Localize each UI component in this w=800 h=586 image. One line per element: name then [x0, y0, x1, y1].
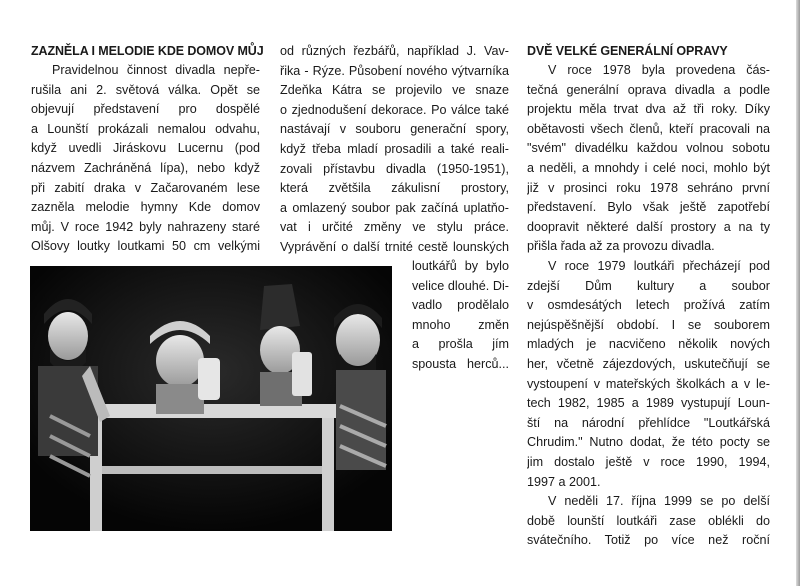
- text-line: již v prosinci roku 1978 sehráno první: [527, 180, 770, 195]
- text-line: tech 1982, 1985 a 1989 vystupují Loun-: [527, 396, 770, 411]
- text-line: her, včetně zájezdových, uskutečňují se: [527, 356, 770, 371]
- column-3-para-2: [527, 257, 770, 492]
- text-line: která zvětšila zákulisní prostory,: [280, 181, 509, 196]
- text-line: zazněla melodie hymny Kde domov: [31, 200, 260, 215]
- text-line: o zjednodušení dekorace. Po válce také: [280, 102, 509, 117]
- text-line: můj. V roce 1942 byly nahrazeny staré: [31, 219, 260, 234]
- text-line: spousta herců...: [412, 356, 509, 371]
- text-line: objevují představení pro dospělé: [31, 102, 260, 117]
- text-line: a omlazený soubor pak začíná uplatňo-: [280, 200, 509, 215]
- text-line: v osmdesátých letech prožívá zatím: [527, 298, 770, 313]
- text-line: Pravidelnou činnost divadla nepře-: [52, 63, 260, 77]
- text-line: přišla řada až za provozu divadla.: [527, 239, 715, 254]
- text-line: V roce 1978 byla provedena čás-: [548, 63, 770, 77]
- text-line: doopravit některé další prostory a na ty: [527, 219, 770, 234]
- text-line: Vyprávění o další trnité cestě lounských: [280, 239, 509, 254]
- photo-illustration: [30, 266, 392, 531]
- section-heading-2: DVĚ VELKÉ GENERÁLNÍ OPRAVY: [527, 44, 728, 58]
- text-line: když uvedli Jiráskovu Lucernu (pod: [31, 141, 260, 156]
- page-edge: [796, 0, 800, 586]
- text-line: představení. Bylo však ještě zapotřebí: [527, 200, 770, 215]
- text-line: mladých je nacvičeno několik nových: [527, 337, 770, 352]
- text-line: zovali přístavbu divadla (1950-1951),: [280, 161, 509, 176]
- text-line: od různých řezbářů, například J. Vav-: [280, 44, 509, 58]
- text-line: projektu měla trvat dva až tři roky. Díky: [527, 102, 770, 117]
- column-3-para-3: [527, 492, 770, 551]
- text-line: "svém" divadélku každou volnou sobotu: [527, 141, 770, 156]
- text-line: jim dostalo ještě v roce 1990, 1994,: [527, 454, 770, 469]
- text-line: V neděli 17. října 1999 se po delší: [548, 494, 770, 508]
- text-line: nastávají v souboru generační spory,: [280, 122, 509, 137]
- text-line: vadlo prodělalo: [412, 298, 509, 313]
- text-line: 1997 a 2001.: [527, 474, 601, 489]
- text-line: a neděli, a mnohdy i celé noci, mohlo být: [527, 160, 770, 175]
- text-line: obětavosti všech členů, kteří pracovali na: [527, 121, 770, 136]
- text-line: ští na národní přehlídce "Loutkářská: [527, 415, 770, 430]
- text-line: Zdeňka Kátra se projevilo ve snaze: [280, 83, 509, 98]
- text-line: svátečního. Totiž po více než roční: [527, 533, 770, 548]
- column-2-text: [280, 42, 509, 258]
- text-line: tečná generální oprava divadla a podle: [527, 82, 770, 97]
- text-line: názvem Zachráněná lípa), nebo když: [31, 160, 260, 175]
- text-line: a prošla jím: [412, 337, 509, 352]
- text-line: když třeba mladí prosadili a také reali-: [280, 141, 509, 156]
- text-line: řika - Rýze. Působení nového výtvarníka: [280, 63, 509, 78]
- text-line: V roce 1979 loutkáři přecházejí pod: [548, 259, 770, 273]
- text-line: zdejší Dům kultury a soubor: [527, 278, 770, 293]
- text-line: rušila ani 2. světová válka. Opět se: [31, 82, 260, 97]
- text-line: loutkářů by bylo: [412, 259, 509, 273]
- text-line: mnoho změn: [412, 317, 509, 332]
- column-1-text: [31, 61, 260, 257]
- text-line: vystoupení v mateřských školkách a v le-: [527, 376, 770, 391]
- text-line: velice dlouhé. Di-: [412, 278, 509, 293]
- text-line: Chrudim." Nutno dodat, že této pocty se: [527, 435, 770, 450]
- text-line: době lounští loutkáři zase oblékli do: [527, 513, 770, 528]
- text-line: nejúspěšnější období. I se souborem: [527, 317, 770, 332]
- text-line: a Lounští prokázali nemalou odvahu,: [31, 121, 260, 136]
- text-line: při zabití draka v Začarovaném lese: [31, 180, 260, 195]
- section-heading-1: ZAZNĚLA I MELODIE KDE DOMOV MŮJ: [31, 44, 264, 58]
- puppets-at-table-photo: [30, 266, 392, 531]
- column-3-para-1: [527, 61, 770, 257]
- text-line: vat i určité změny ve stylu práce.: [280, 220, 509, 235]
- text-line: Olšovy loutky loutkami 50 cm velkými: [31, 239, 260, 254]
- column-2-wrap-text: [412, 257, 509, 375]
